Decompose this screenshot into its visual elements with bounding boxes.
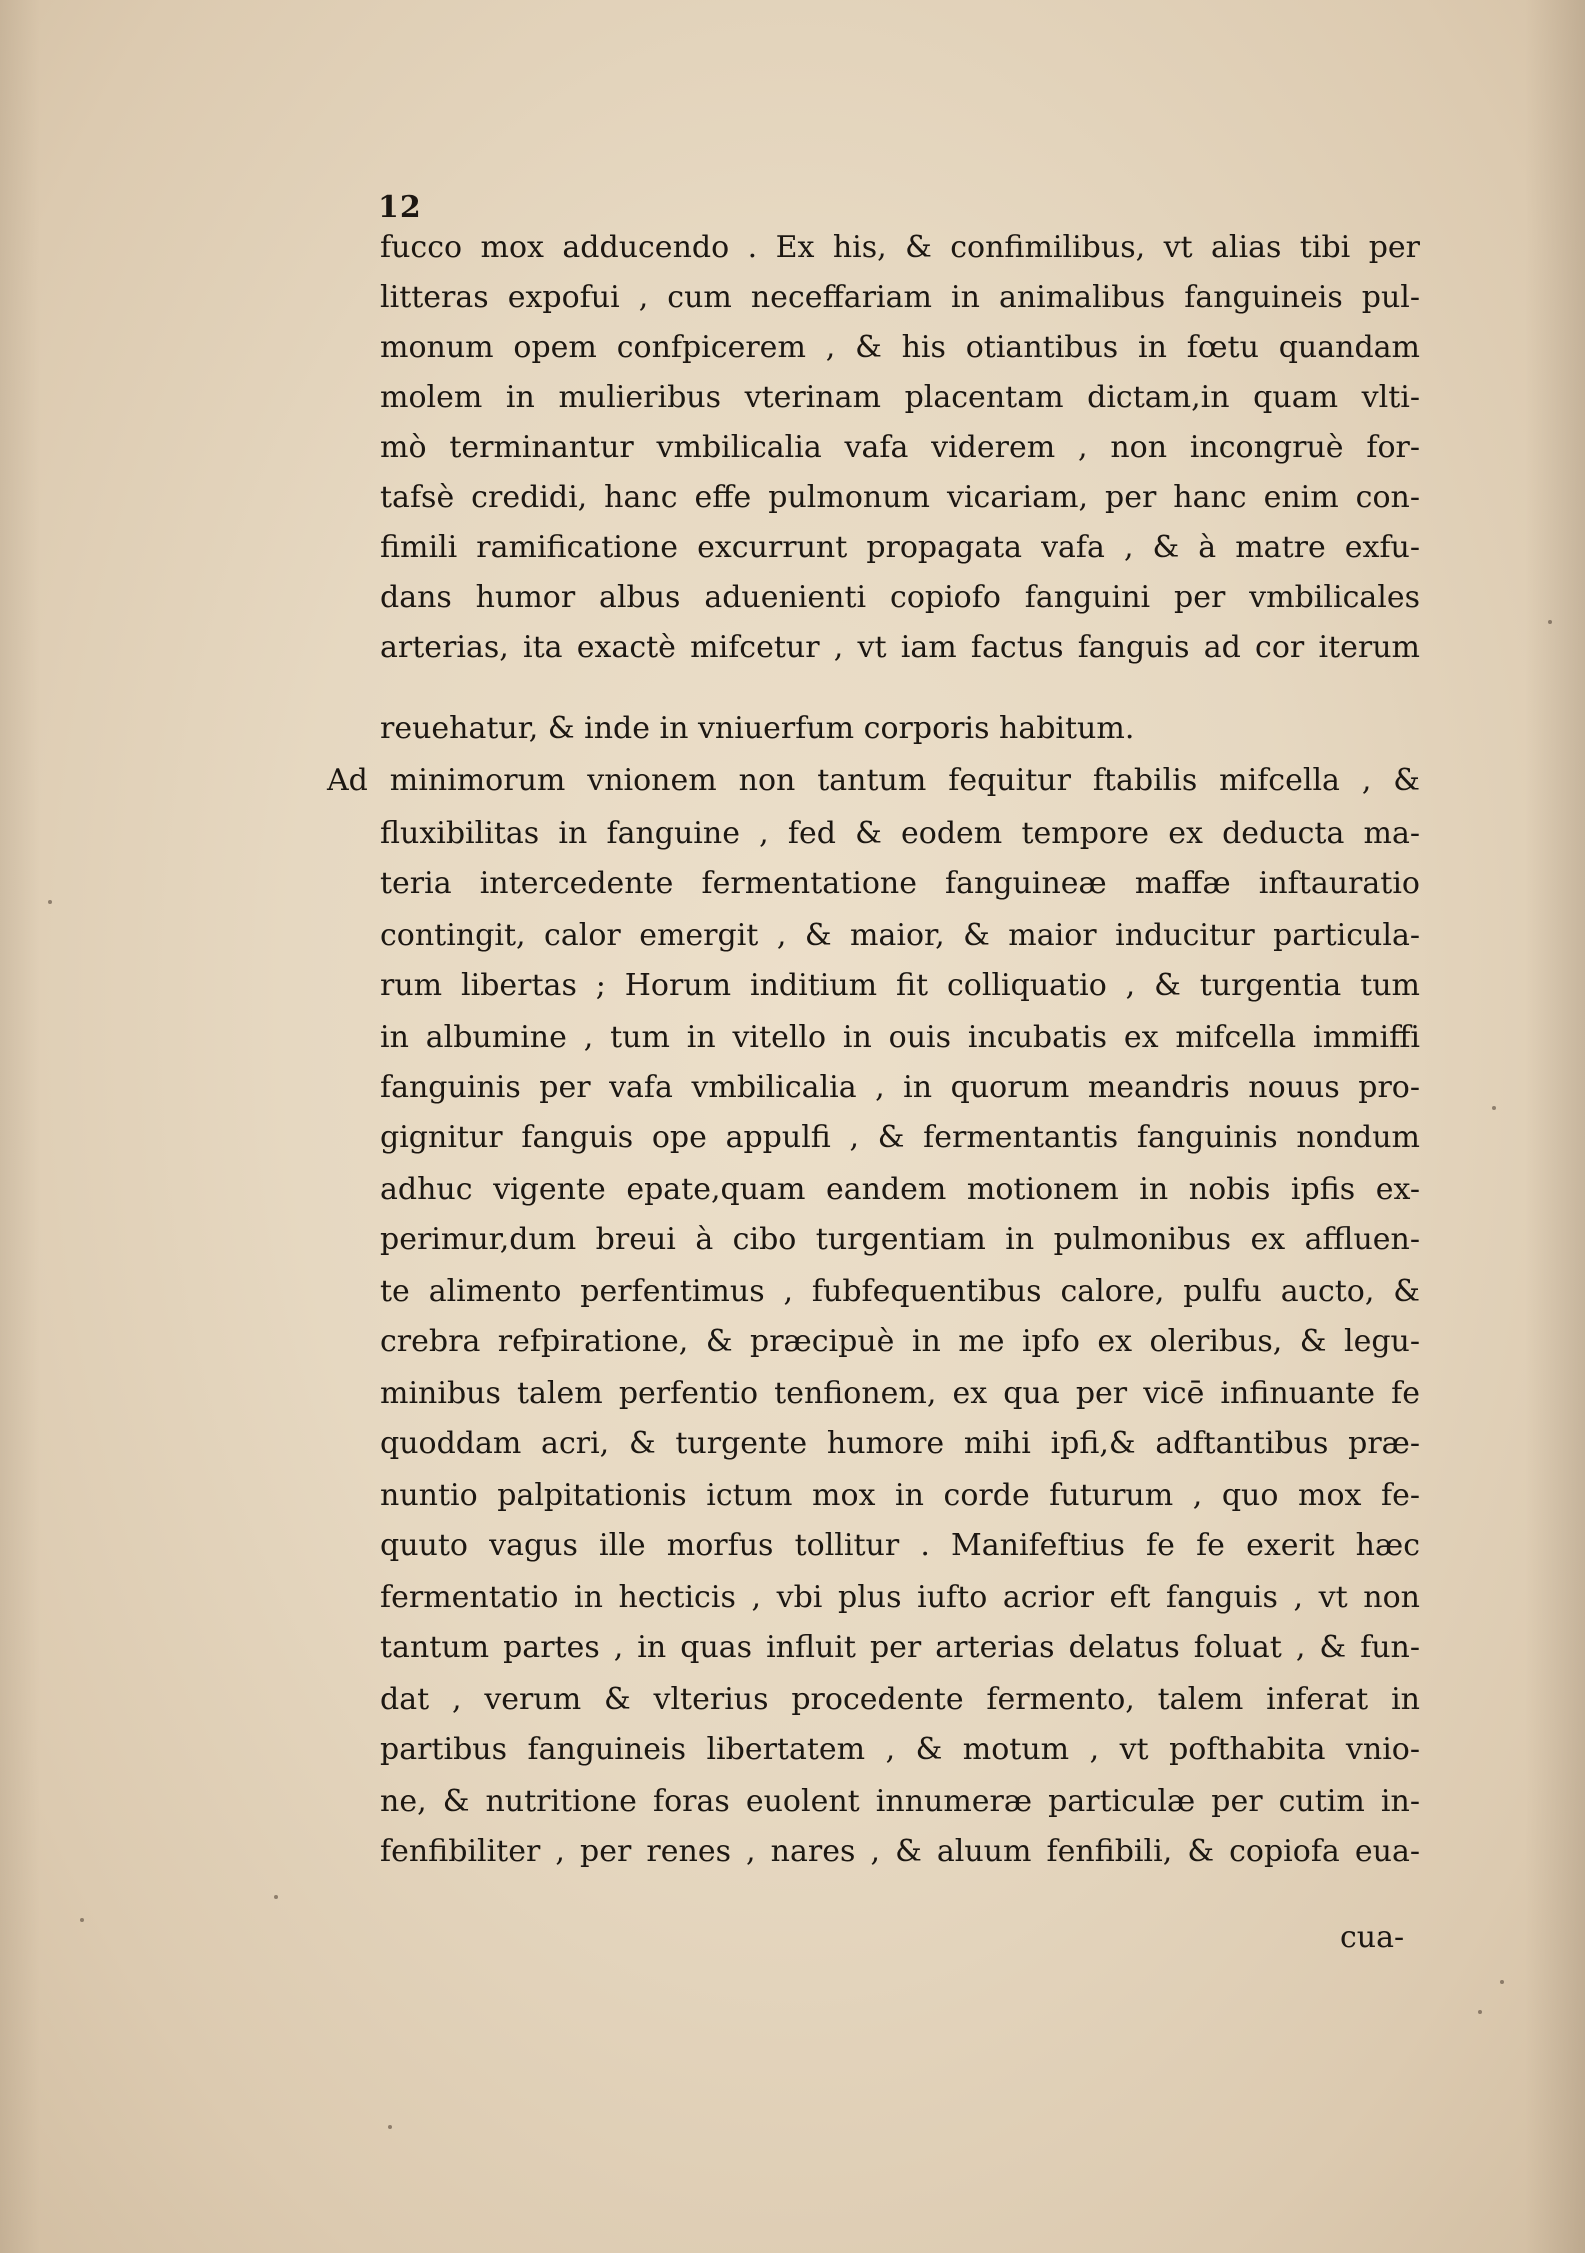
text-line: fimili ramificatione excurrunt propagata vafa , & à matre exfu- (380, 530, 1420, 565)
text-line: partibus fanguineis libertatem , & motum , vt pofthabita vnio- (380, 1732, 1420, 1767)
text-line: gignitur fanguis ope appulfi , & fermentantis fanguinis nondum (380, 1120, 1420, 1155)
text-line: ne, & nutritione foras euolent innumeræ particulæ per cutim in- (380, 1784, 1420, 1819)
text-line: adhuc vigente epate,quam eandem motionem in nobis ipfis ex- (380, 1172, 1420, 1207)
text-line: monum opem confpicerem , & his otiantibus in fœtu quandam (380, 330, 1420, 365)
text-line: fucco mox adducendo . Ex his, & confimilibus, vt alias tibi per (380, 230, 1420, 265)
text-line: fanguinis per vafa vmbilicalia , in quorum meandris nouus pro- (380, 1070, 1420, 1105)
text-line: nuntio palpitationis ictum mox in corde futurum , quo mox fe- (380, 1478, 1420, 1513)
text-line: fenfibiliter , per renes , nares , & aluum fenfibili, & copiofa eua- (380, 1834, 1420, 1869)
text-line: te alimento perfentimus , fubfequentibus calore, pulfu aucto, & (380, 1274, 1420, 1309)
text-line: molem in mulieribus vterinam placentam dictam,in quam vlti- (380, 380, 1420, 415)
text-line: in albumine , tum in vitello in ouis incubatis ex mifcella immiffi (380, 1020, 1420, 1055)
text-line: mò terminantur vmbilicalia vafa viderem , non incongruè for- (380, 430, 1420, 465)
text-line: dans humor albus aduenienti copiofo fanguini per vmbilicales (380, 580, 1420, 615)
text-line: rum libertas ; Horum inditium fit colliquatio , & turgentia tum (380, 968, 1420, 1003)
text-line: contingit, calor emergit , & maior, & maior inducitur particula- (380, 918, 1420, 953)
catchword: cua- (1340, 1920, 1405, 1955)
text-line: crebra refpiratione, & præcipuè in me ipfo ex oleribus, & legu- (380, 1324, 1420, 1359)
text-line: fluxibilitas in fanguine , fed & eodem tempore ex deducta ma- (380, 816, 1420, 851)
text-line: teria intercedente fermentatione fanguineæ maffæ inftauratio (380, 866, 1420, 901)
text-line: quuto vagus ille morfus tollitur . Manifeftius fe fe exerit hæc (380, 1528, 1420, 1563)
text-line: tantum partes , in quas influit per arterias delatus foluat , & fun- (380, 1630, 1420, 1665)
text-line: fermentatio in hecticis , vbi plus iufto acrior eft fanguis , vt non (380, 1580, 1420, 1615)
page-number: 12 (378, 190, 422, 225)
text-line: minibus talem perfentio tenfionem, ex qua per vicē infinuante fe (380, 1376, 1420, 1411)
text-line: dat , verum & vlterius procedente fermento, talem inferat in (380, 1682, 1420, 1717)
paragraph-first-line: Ad minimorum vnionem non tantum fequitur ftabilis mifcella , & (327, 763, 1420, 798)
text-line: litteras expofui , cum neceffariam in animalibus fanguineis pul- (380, 280, 1420, 315)
text-line: tafsè credidi, hanc effe pulmonum vicariam, per hanc enim con- (380, 480, 1420, 515)
text-line: reuehatur, & inde in vniuerfum corporis habitum. (380, 711, 1135, 746)
text-line: arterias, ita exactè mifcetur , vt iam factus fanguis ad cor iterum (380, 630, 1420, 665)
text-line: quoddam acri, & turgente humore mihi ipfi,& adftantibus præ- (380, 1426, 1420, 1461)
text-line: perimur,dum breui à cibo turgentiam in pulmonibus ex affluen- (380, 1222, 1420, 1257)
